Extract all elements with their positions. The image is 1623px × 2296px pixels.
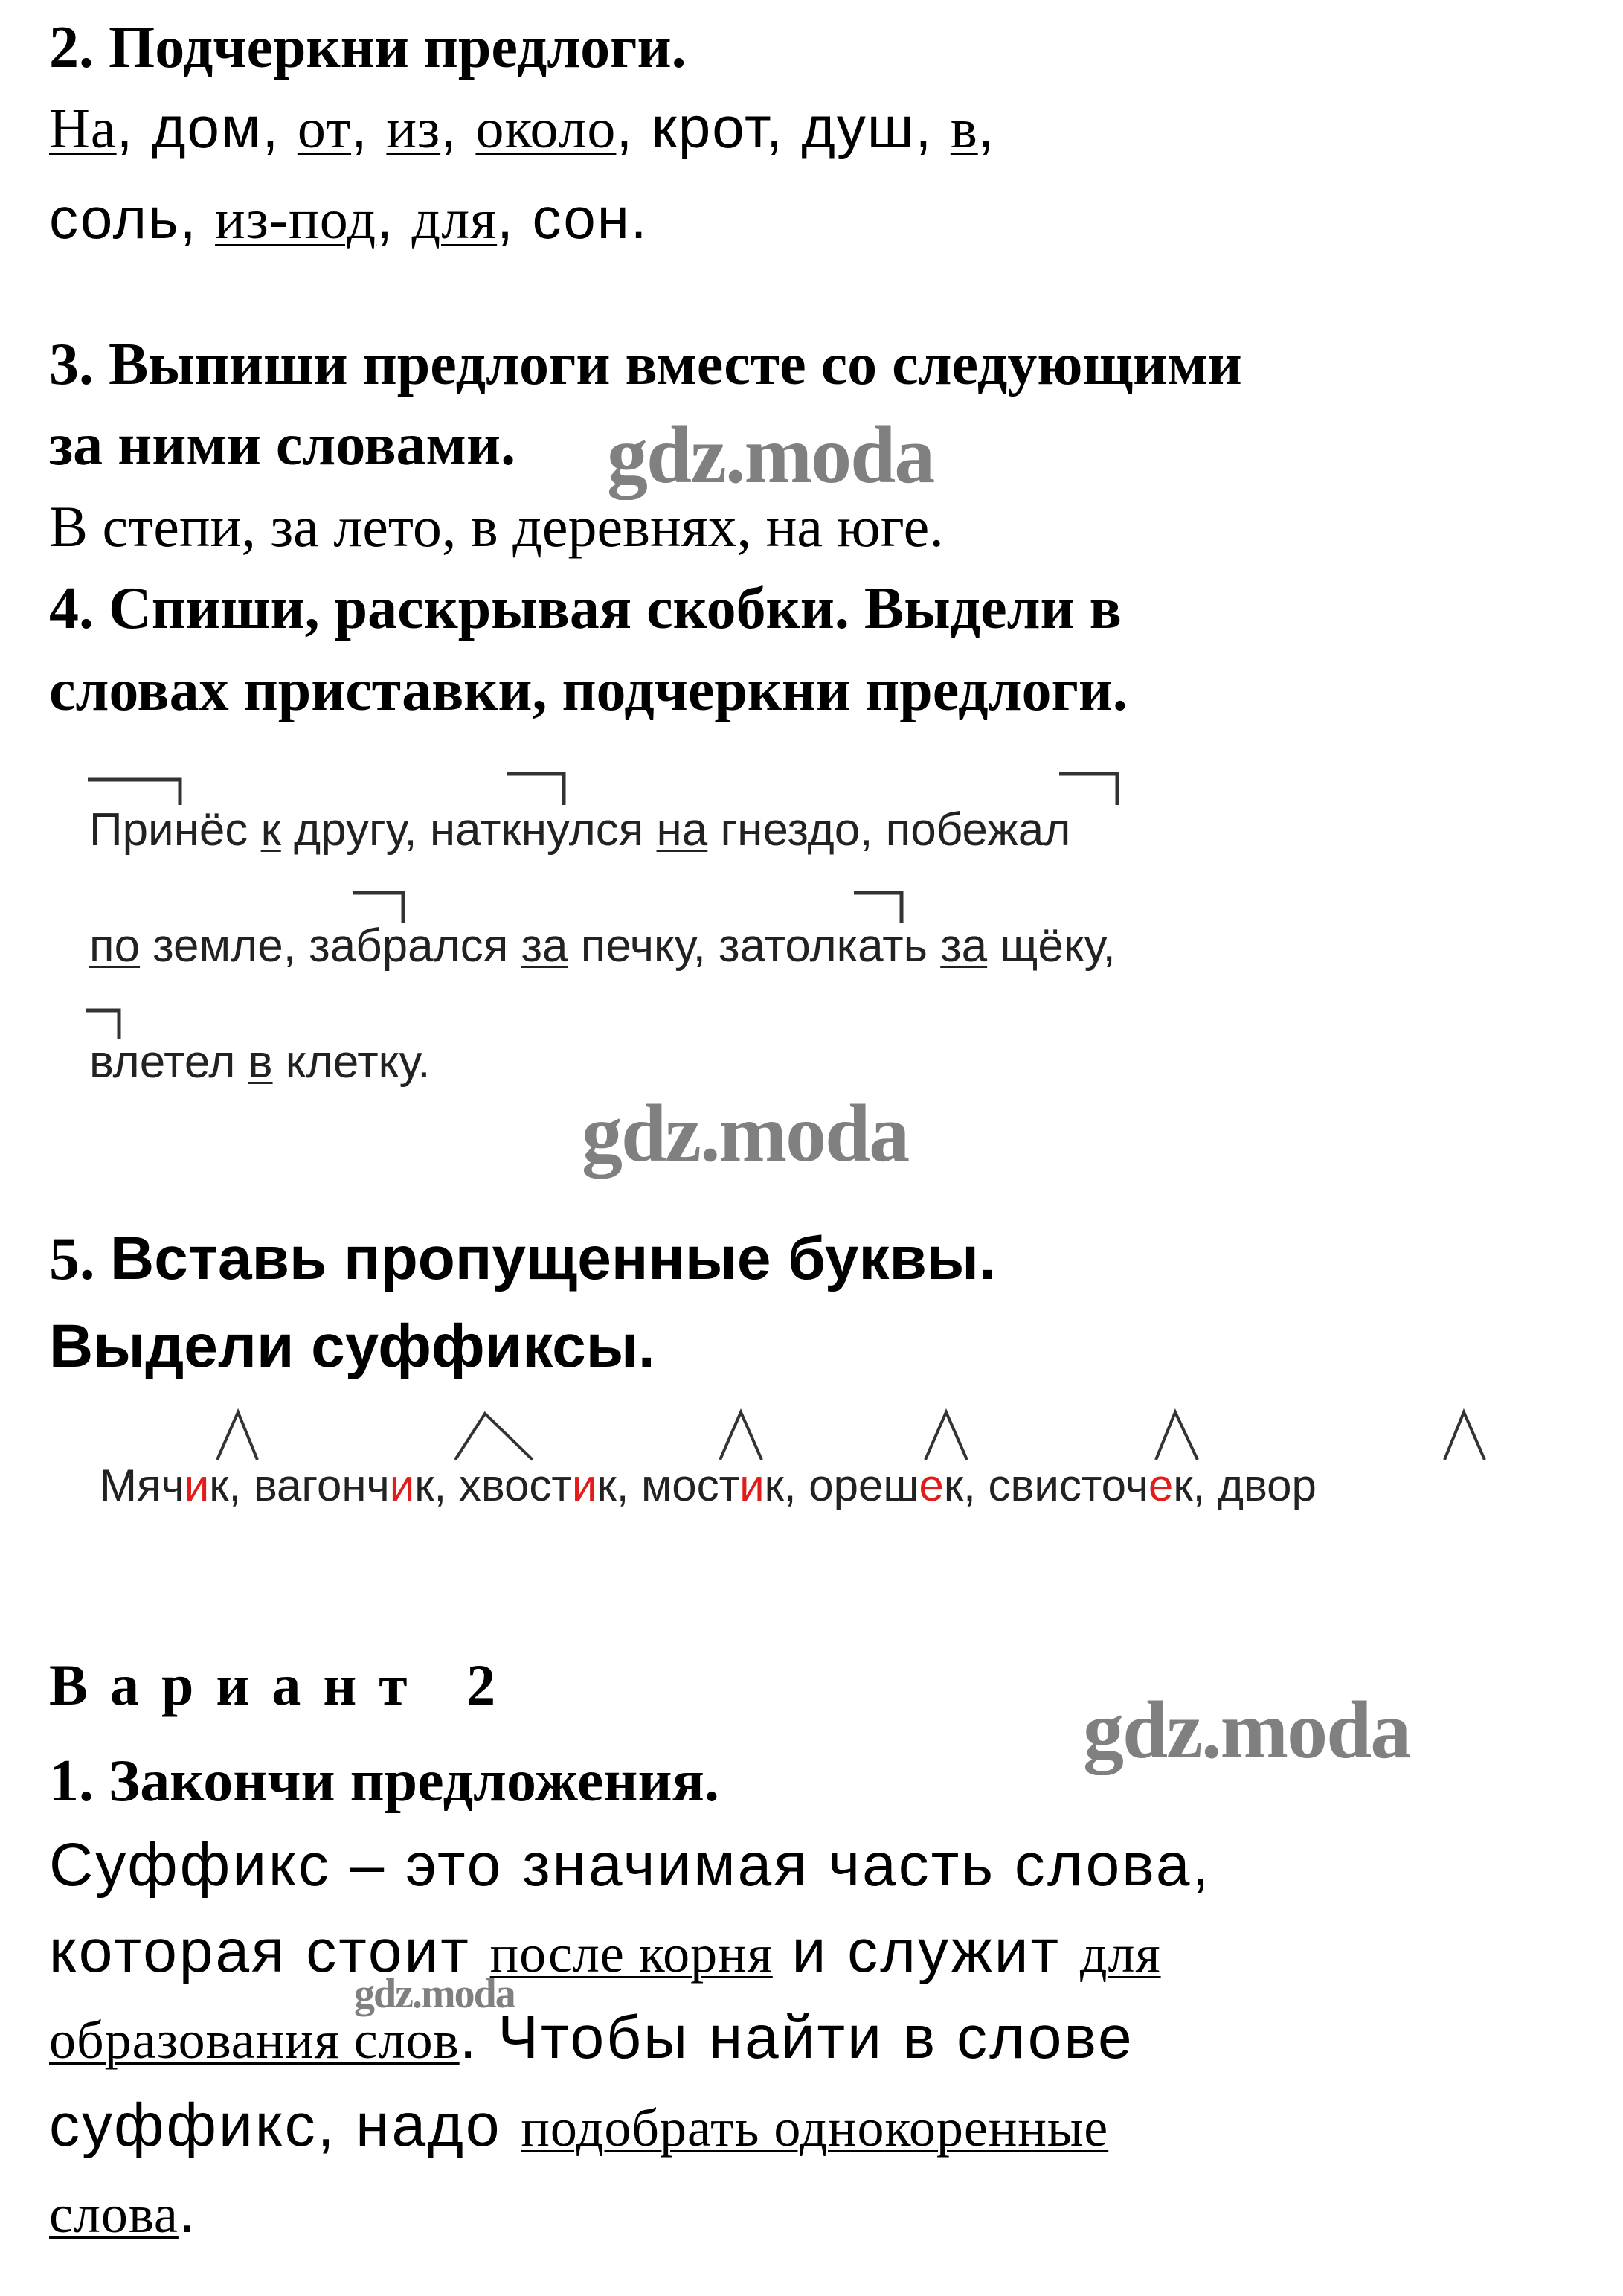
word-part: по bbox=[885, 804, 936, 856]
word-stem: мост bbox=[641, 1460, 740, 1510]
preposition: на bbox=[656, 804, 708, 856]
task5-title-line1 bbox=[49, 1222, 996, 1296]
word: , bbox=[376, 185, 412, 251]
inserted-letter: е bbox=[1148, 1460, 1174, 1510]
variant2-line4 bbox=[49, 2091, 1108, 2161]
watermark-logo: gdz.moda bbox=[354, 1971, 515, 2017]
preposition: от bbox=[297, 97, 352, 160]
variant-heading: Вариант 2 bbox=[49, 1652, 518, 1717]
word: , bbox=[440, 94, 476, 160]
v2-text: которая стоит bbox=[49, 1917, 490, 1985]
task3-title-line2: за ними словами. bbox=[49, 412, 516, 478]
suffix-word bbox=[988, 1460, 1217, 1510]
variant2-line2 bbox=[49, 1917, 1161, 1986]
inserted-letter: и bbox=[389, 1460, 415, 1510]
word-part: гнездо, bbox=[707, 804, 886, 856]
word-stem: свисточ bbox=[988, 1460, 1148, 1510]
word-ending: к, bbox=[764, 1460, 809, 1510]
word-part: другу, bbox=[280, 804, 430, 856]
word: , сон. bbox=[497, 185, 649, 251]
word-part: ткнулся bbox=[480, 804, 657, 856]
v2-answer: образования слов bbox=[49, 2010, 460, 2070]
task4-line2 bbox=[89, 920, 1116, 972]
suffix-mark bbox=[217, 1412, 257, 1460]
word-part: бежал bbox=[936, 804, 1071, 856]
word-part: печку, bbox=[568, 920, 719, 972]
preposition: около bbox=[475, 97, 617, 160]
suffix-word bbox=[641, 1460, 809, 1510]
task4-line1 bbox=[89, 804, 1070, 856]
v2-text: . bbox=[178, 2178, 198, 2245]
word-ending: к, bbox=[943, 1460, 989, 1510]
prefix-mark bbox=[854, 893, 902, 923]
suffix-mark bbox=[925, 1412, 967, 1460]
preposition: в bbox=[950, 97, 978, 160]
preposition: в bbox=[248, 1036, 273, 1088]
word-ending: к, bbox=[414, 1460, 459, 1510]
prefix-mark bbox=[1059, 774, 1117, 805]
task5-title-text: Вставь пропущенные буквы. bbox=[110, 1225, 996, 1292]
word-part: брался bbox=[356, 920, 521, 972]
word: , bbox=[351, 94, 387, 160]
task3-title-line1: 3. Выпиши предлоги вместе со следующими bbox=[49, 332, 1242, 397]
v2-text: . Чтобы найти в слове bbox=[459, 2004, 1134, 2071]
watermark-logo: gdz.moda bbox=[1083, 1684, 1410, 1775]
inserted-letter: и bbox=[571, 1460, 597, 1510]
task5-words bbox=[100, 1460, 1317, 1511]
word-part: клетку. bbox=[272, 1036, 431, 1088]
word-part: в bbox=[89, 1036, 113, 1088]
task5-title-line2: Выдели суффиксы. bbox=[49, 1312, 655, 1380]
v2-answer: слова bbox=[49, 2184, 179, 2244]
suffix-word bbox=[1218, 1460, 1317, 1510]
word-part: за bbox=[309, 920, 356, 972]
prefix-mark bbox=[353, 893, 403, 923]
word-part: за bbox=[719, 920, 765, 972]
task5-number: 5. bbox=[49, 1225, 95, 1292]
word-stem: Мяч bbox=[100, 1460, 184, 1510]
v2-text: и служит bbox=[772, 1917, 1080, 1985]
word-ending: к, bbox=[209, 1460, 254, 1510]
word-part: толкать bbox=[764, 920, 941, 972]
preposition: за bbox=[521, 920, 568, 972]
inserted-letter: и bbox=[739, 1460, 765, 1510]
v2-text: суффикс, надо bbox=[49, 2091, 521, 2159]
word-part: При bbox=[89, 804, 174, 856]
suffix-word bbox=[254, 1460, 459, 1510]
word-ending: к, bbox=[1173, 1460, 1218, 1510]
word: соль, bbox=[49, 185, 216, 251]
word: , дом, bbox=[116, 94, 298, 160]
word-stem: двор bbox=[1217, 1460, 1317, 1510]
word-part: земле, bbox=[140, 920, 309, 972]
prefix-mark bbox=[88, 780, 180, 805]
task2-title: 2. Подчеркни предлоги. bbox=[49, 15, 687, 80]
preposition: для bbox=[411, 188, 498, 251]
word-part: летел bbox=[112, 1036, 248, 1088]
word: , bbox=[977, 94, 996, 160]
word-part: нёс bbox=[173, 804, 261, 856]
preposition: из bbox=[386, 97, 441, 160]
prefix-mark bbox=[507, 774, 564, 805]
preposition: На bbox=[49, 97, 117, 160]
word-stem: ореш bbox=[809, 1460, 919, 1510]
word-stem: хвост bbox=[458, 1460, 572, 1510]
inserted-letter: и bbox=[184, 1460, 210, 1510]
preposition: за bbox=[940, 920, 988, 972]
preposition: по bbox=[89, 920, 141, 972]
word-stem: вагонч bbox=[253, 1460, 390, 1510]
task4-title-line2: словах приставки, подчеркни предлоги. bbox=[49, 658, 1128, 723]
suffix-mark bbox=[720, 1412, 762, 1460]
watermark-logo: gdz.moda bbox=[607, 409, 934, 500]
suffix-mark bbox=[1156, 1412, 1198, 1460]
v2-answer: для bbox=[1079, 1924, 1161, 1984]
word: , крот, душ, bbox=[616, 94, 951, 160]
preposition: к bbox=[260, 804, 281, 856]
preposition: из-под bbox=[215, 188, 377, 251]
suffix-word bbox=[459, 1460, 641, 1510]
v2-text: Суффикс – это значимая часть слова, bbox=[49, 1831, 1212, 1899]
suffix-word bbox=[100, 1460, 254, 1510]
variant2-line5 bbox=[49, 2177, 198, 2247]
inserted-letter: е bbox=[919, 1460, 944, 1510]
watermark-logo: gdz.moda bbox=[582, 1088, 909, 1179]
word-ending: к, bbox=[597, 1460, 642, 1510]
prefix-mark bbox=[86, 1010, 119, 1039]
v2-answer: подобрать однокоренные bbox=[521, 2098, 1109, 2158]
suffix-mark bbox=[1444, 1412, 1485, 1460]
v2-answer: после корня bbox=[489, 1924, 773, 1984]
word-part: щёку, bbox=[987, 920, 1116, 972]
suffix-mark bbox=[455, 1414, 533, 1460]
variant2-task1-title: 1. Закончи предложения. bbox=[49, 1748, 719, 1814]
task3-answer: В степи, за лето, в деревнях, на юге. bbox=[49, 494, 944, 559]
variant2-line1 bbox=[49, 1830, 1211, 1900]
task4-line3 bbox=[89, 1036, 430, 1088]
suffix-word bbox=[809, 1460, 988, 1510]
variant2-line3 bbox=[49, 2003, 1134, 2073]
task4-title-line1: 4. Спиши, раскрывая скобки. Выдели в bbox=[49, 576, 1122, 641]
word-part: на bbox=[429, 804, 481, 856]
